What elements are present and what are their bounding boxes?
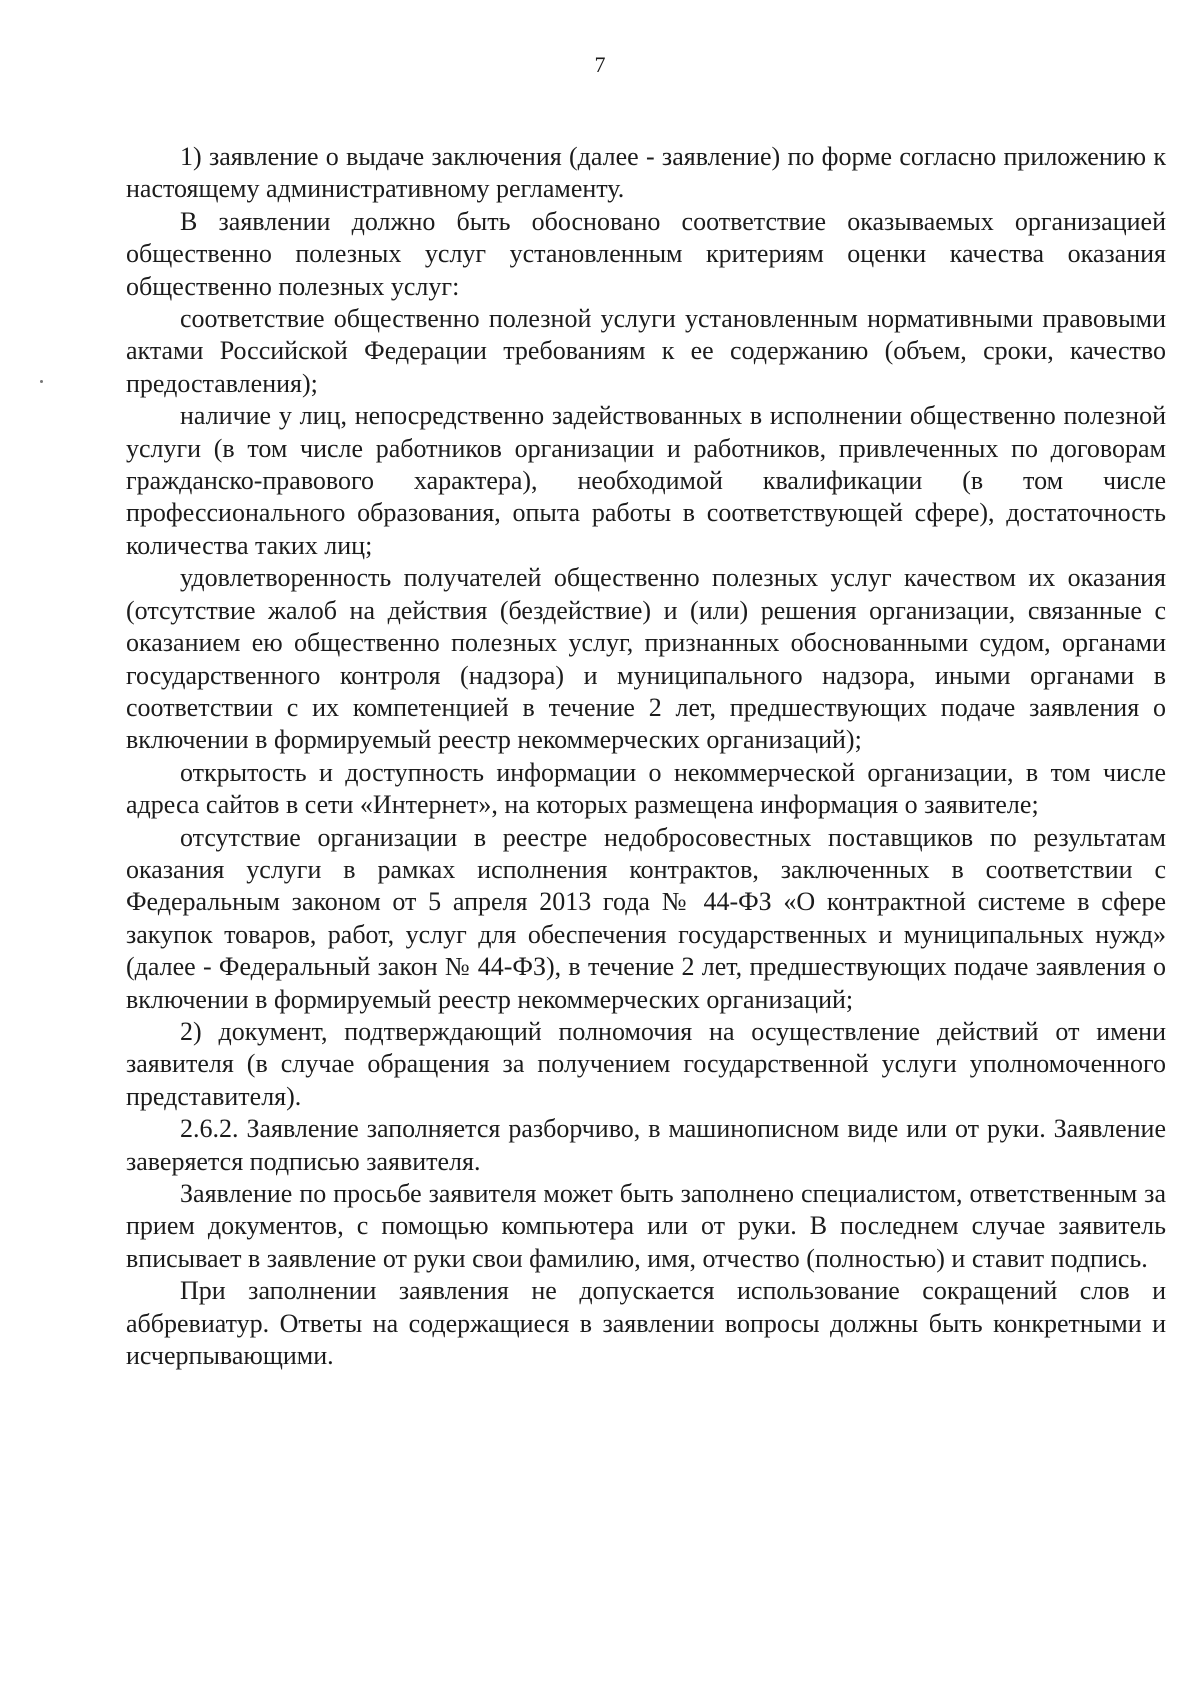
paragraph-filled-by-specialist: Заявление по просьбе заявителя может быть заполнено специалистом, ответственным за прием документов, с помощью компьютера или от руки. В последнем случае заявитель вписывает в заявление от руки свои фамилию, имя, отчество (полностью) и ставит подпись. [126,1179,1166,1273]
paragraph-section-2-6-2: 2.6.2. Заявление заполняется разборчиво, в машинописном виде или от руки. Заявление заверяется подписью заявителя. [126,1114,1166,1176]
paragraph-criterion-satisfaction: удовлетворенность получателей общественно полезных услуг качеством их оказания (отсутствие жалоб на действия (бездействие) и (или) решения организации, связанные с оказанием ею общественно полезных услуг, признанных обоснованными судом, органами государственного контроля (надзора) и муниципального надзора, иными органами в соответствии с их компетенцией в течение 2 лет, предшествующих подаче заявления о включении в формируемый реестр некоммерческих организаций); [126,563,1166,755]
page-number: 7 [594,52,606,77]
paragraph-criterion-openness: открытость и доступность информации о некоммерческой организации, в том числе адреса сайтов в сети «Интернет», на которых размещена информация о заявителе; [126,757,1166,820]
paragraph-criterion-qualification: наличие у лиц, непосредственно задействованных в исполнении общественно полезной услуги (в том числе работников организации и работников, привлеченных по договорам гражданско-правового характера), необходимой квалификации (в том числе профессионального образования, опыта работы в соответствующей сфере), достаточность количества таких лиц; [126,401,1166,560]
scan-artifact-dot [40,380,43,383]
paragraph-criterion-compliance: соответствие общественно полезной услуги установленным нормативными правовыми актами Российской Федерации требованиям к ее содержанию (объем, сроки, качество предоставления); [126,304,1166,398]
document-body [126,141,1166,1372]
paragraph-requirements-intro: В заявлении должно быть обосновано соответствие оказываемых организацией общественно полезных услуг установленным критериям оценки качества оказания общественно полезных услуг: [126,206,1166,301]
paragraph-criterion-registry: отсутствие организации в реестре недобросовестных поставщиков по результатам оказания услуги в рамках исполнения контрактов, заключенных в соответствии с Федеральным законом от 5 апреля 2013 года № 44-ФЗ «О контрактной системе в сфере закупок товаров, работ, услуг для обеспечения государственных и муниципальных нужд» (далее - Федеральный закон № 44-ФЗ), в течение 2 лет, предшествующих подаче заявления о включении в формируемый реестр некоммерческих организаций; [126,822,1166,1014]
paragraph-no-abbreviations: При заполнении заявления не допускается использование сокращений слов и аббревиатур. Ответы на содержащиеся в заявлении вопросы должны быть конкретными и исчерпывающими. [126,1276,1166,1371]
paragraph-item-2: 2) документ, подтверждающий полномочия на осуществление действий от имени заявителя (в случае обращения за получением государственной услуги уполномоченного представителя). [126,1016,1166,1111]
paragraph-item-1: 1) заявление о выдаче заключения (далее - заявление) по форме согласно приложению к настоящему административному регламенту. [126,142,1166,204]
